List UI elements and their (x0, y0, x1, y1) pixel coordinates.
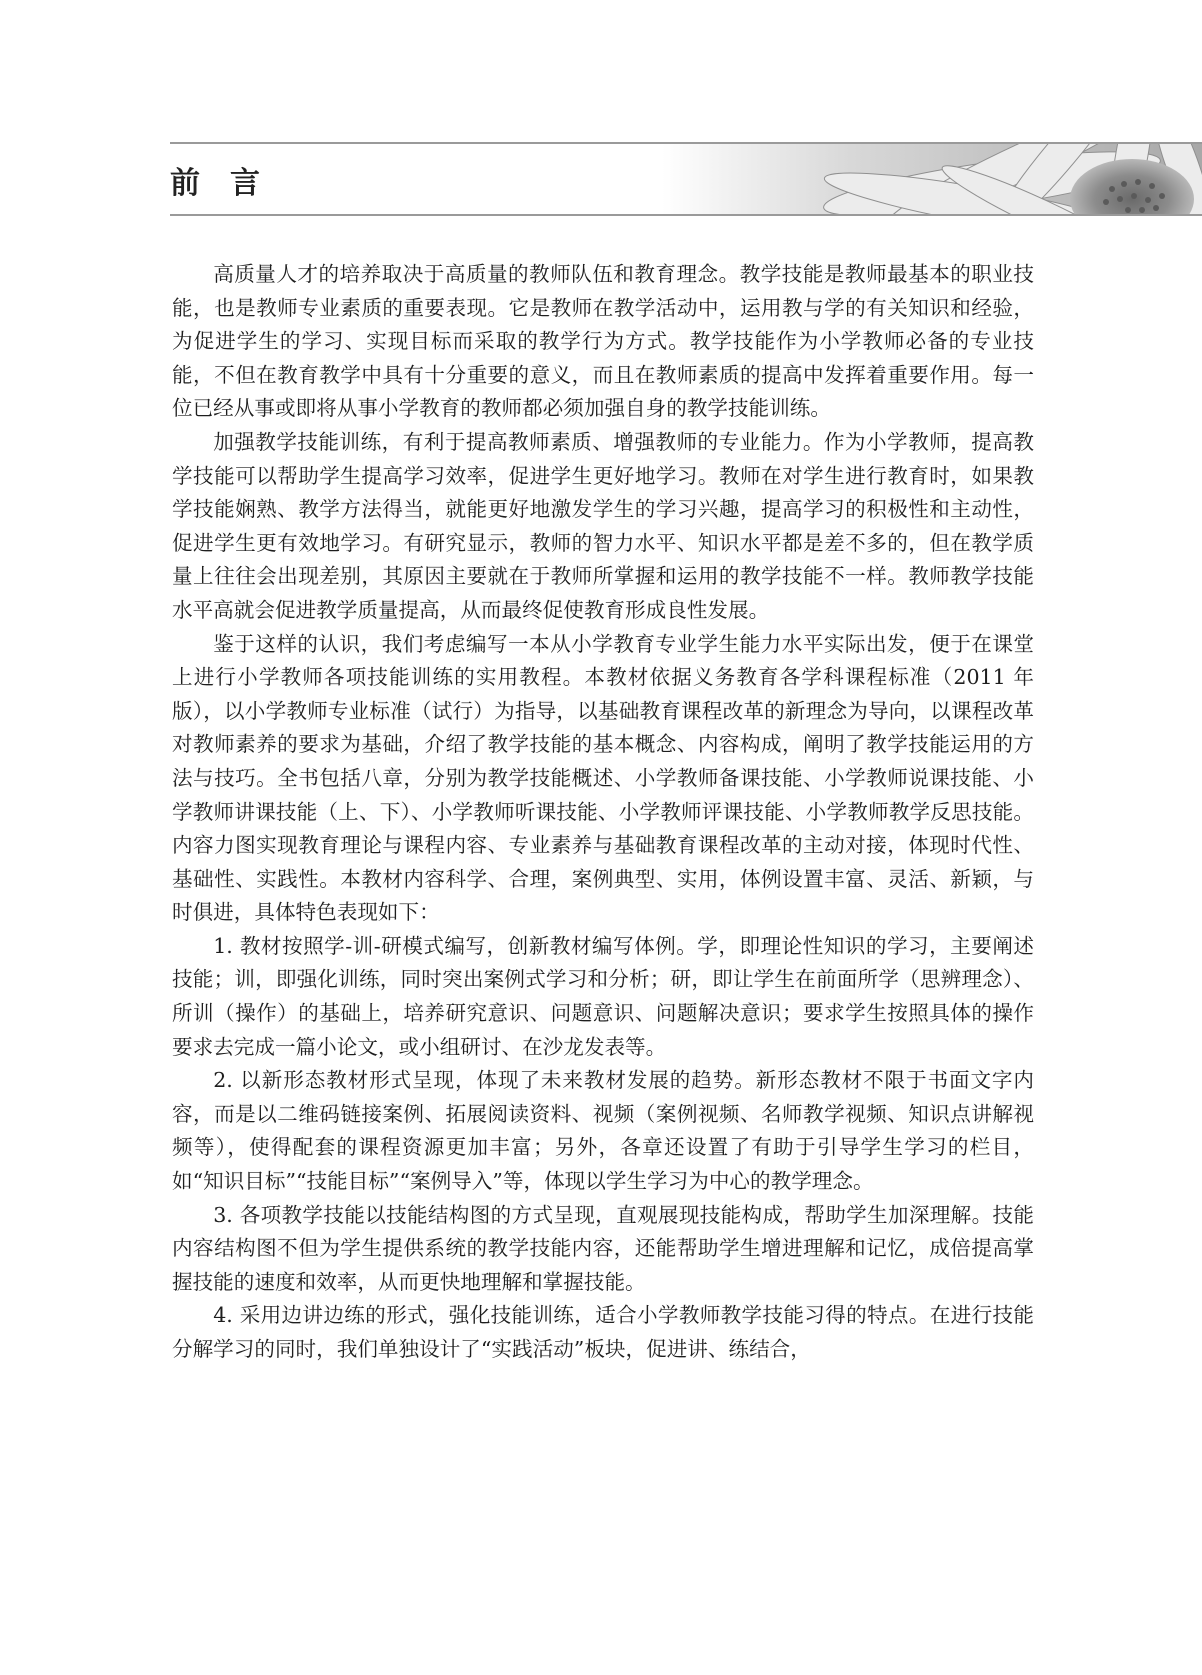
paragraph: 3. 各项教学技能以技能结构图的方式呈现，直观展现技能构成，帮助学生加深理解。技能内容结构图不但为学生提供系统的教学技能内容，还能帮助学生增进理解和记忆，成倍提高掌握技能的速度和效率，从而更快地理解和掌握技能。 (172, 1202, 1034, 1294)
paragraph: 1. 教材按照学-训-研模式编写，创新教材编写体例。学，即理论性知识的学习，主要阐述技能；训，即强化训练，同时突出案例式学习和分析；研，即让学生在前面所学（思辨理念）、所训（操作）的基础上，培养研究意识、问题意识、问题解决意识；要求学生按照具体的操作要求去完成一篇小论文，或小组研讨、在沙龙发表等。 (172, 933, 1034, 1059)
paragraph: 鉴于这样的认识，我们考虑编写一本从小学教育专业学生能力水平实际出发，便于在课堂上进行小学教师各项技能训练的实用教程。本教材依据义务教育各学科课程标准（2011 年版），以小学教师专业标准（试行）为指导，以基础教育课程改革的新理念为导向，以课程改革对教师素养的要求为基础，介绍了教学技能的基本概念、内容构成，阐明了教学技能运用的方法与技巧。全书包括八章，分别为教学技能概述、小学教师备课技能、小学教师说课技能、小学教师讲课技能（上、下）、小学教师听课技能、小学教师评课技能、小学教师教学反思技能。内容力图实现教育理论与课程内容、专业素养与基础教育课程改革的主动对接，体现时代性、基础性、实践性。本教材内容科学、合理，案例典型、实用，体例设置丰富、灵活、新颖，与时俱进，具体特色表现如下： (172, 631, 1034, 925)
flower-decoration-icon (662, 144, 1202, 214)
chapter-header (170, 142, 1202, 216)
paragraph: 加强教学技能训练，有利于提高教师素质、增强教师的专业能力。作为小学教师，提高教学技能可以帮助学生提高学习效率，促进学生更好地学习。教师在对学生进行教育时，如果教学技能娴熟、教学方法得当，就能更好地激发学生的学习兴趣，提高学习的积极性和主动性，促进学生更有效地学习。有研究显示，教师的智力水平、知识水平都是差不多的，但在教学质量上往往会出现差别，其原因主要就在于教师所掌握和运用的教学技能不一样。教师教学技能水平高就会促进教学质量提高，从而最终促使教育形成良性发展。 (172, 429, 1034, 622)
header-rule-bottom (170, 214, 1202, 216)
paragraph: 高质量人才的培养取决于高质量的教师队伍和教育理念。教学技能是教师最基本的职业技能，也是教师专业素质的重要表现。它是教师在教学活动中，运用教与学的有关知识和经验，为促进学生的学习、实现目标而采取的教学行为方式。教学技能作为小学教师必备的专业技能，不但在教育教学中具有十分重要的意义，而且在教师素质的提高中发挥着重要作用。每一位已经从事或即将从事小学教育的教师都必须加强自身的教学技能训练。 (172, 262, 1034, 421)
page-title: 前言 (170, 166, 290, 201)
paragraph: 4. 采用边讲边练的形式，强化技能训练，适合小学教师教学技能习得的特点。在进行技能分解学习的同时，我们单独设计了“实践活动”板块，促进讲、练结合， (172, 1303, 1034, 1361)
preface-body (172, 258, 1034, 1367)
paragraph: 2. 以新形态教材形式呈现，体现了未来教材发展的趋势。新形态教材不限于书面文字内容，而是以二维码链接案例、拓展阅读资料、视频（案例视频、名师教学视频、知识点讲解视频等），使得配套的课程资源更加丰富；另外，各章还设置了有助于引导学生学习的栏目，如“知识目标”“技能目标”“案例导入”等，体现以学生学习为中心的教学理念。 (172, 1068, 1034, 1194)
